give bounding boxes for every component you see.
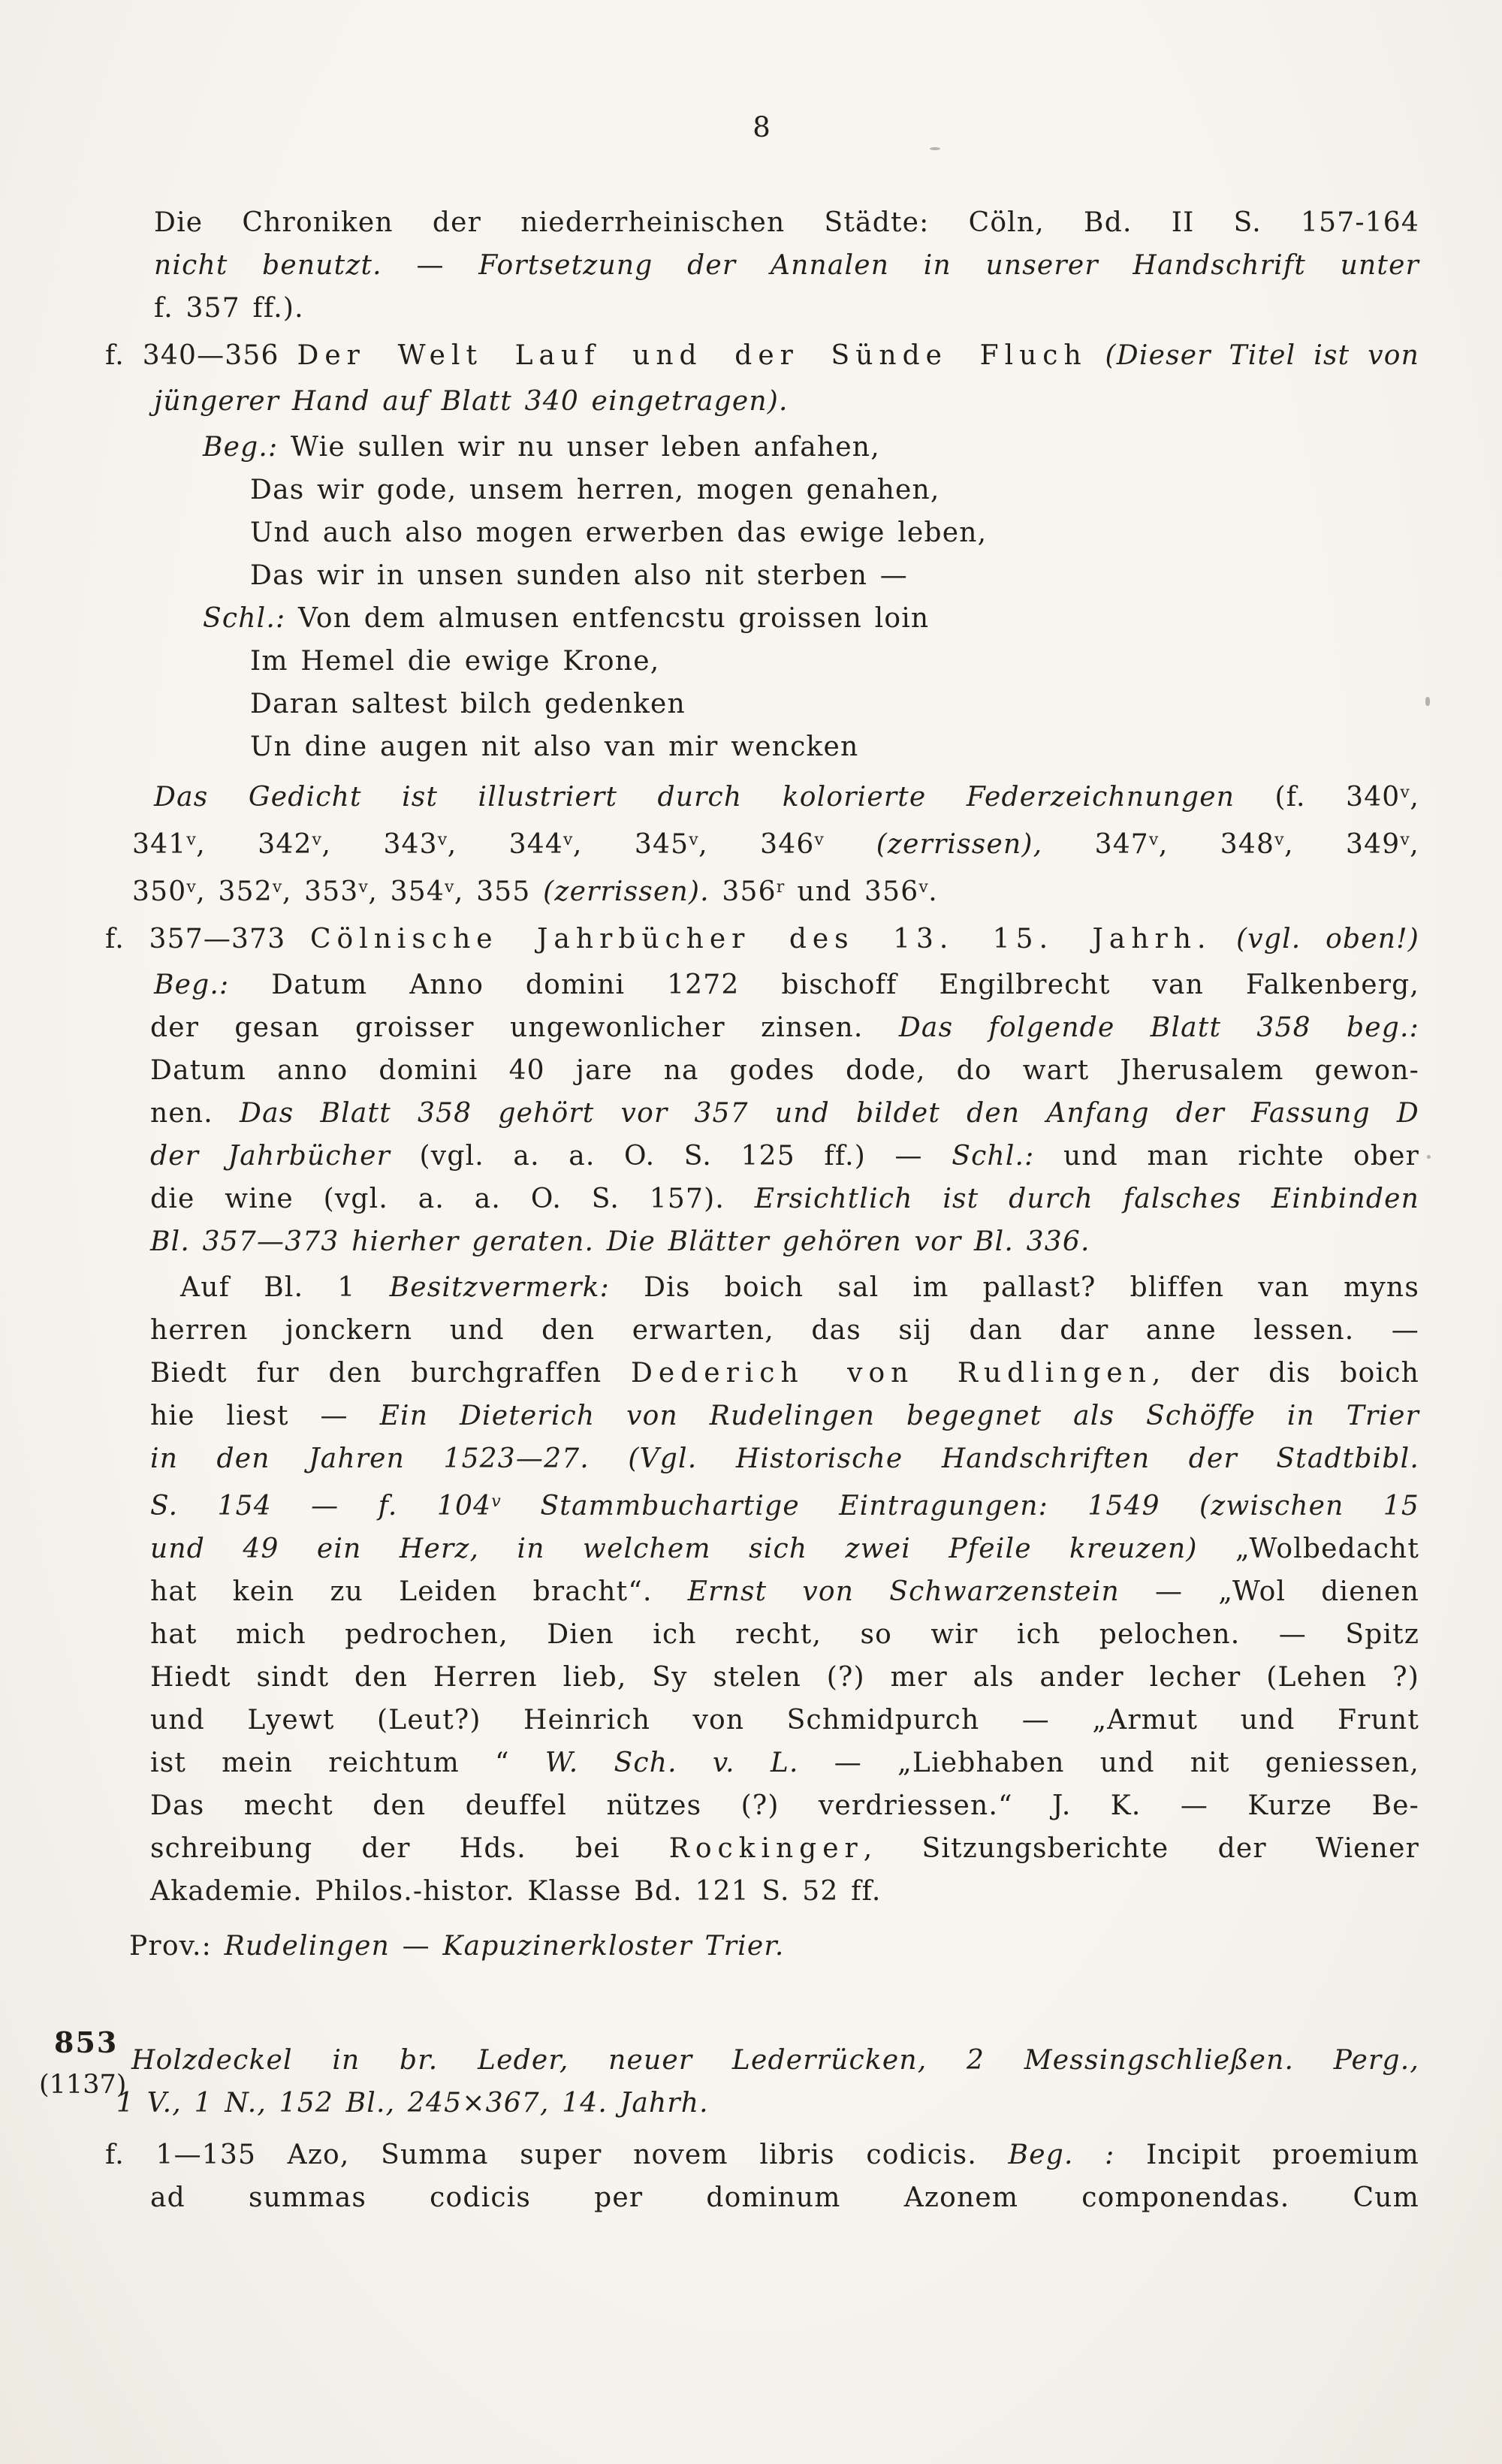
text-segment: Wie sullen wir nu unser leben anfahen, (278, 432, 880, 463)
text-segment: Prov.: (129, 1931, 225, 1962)
text-segment: nen. (150, 1098, 240, 1129)
text-segment: hat kein zu Leiden bracht“. (150, 1576, 688, 1607)
text-line (250, 469, 1419, 511)
text-line (154, 964, 1419, 1006)
text-segment: Von dem almusen entfencstu groissen loin (285, 603, 930, 634)
text-segment: Ernst von Schwarzenstein (687, 1576, 1120, 1607)
superscript-folio-letter: v (437, 831, 448, 849)
text-segment: Im Hemel die ewige Krone, (250, 646, 660, 677)
text-segment: schreibung der Hds. bei (150, 1833, 669, 1864)
superscript-folio-letter: v (1148, 831, 1159, 849)
text-line (180, 1266, 1419, 1309)
text-segment: Rockinger (668, 1833, 864, 1864)
text-segment: Schl.: (952, 1141, 1035, 1172)
text-segment: , 343 (321, 829, 438, 860)
text-line (131, 2039, 1419, 2082)
text-segment: (Dieser Titel ist von (1105, 340, 1419, 371)
text-segment: f. 357—373 (105, 924, 310, 955)
text-segment: und Lyewt (Leut?) Heinrich von Schmidpurch — „Armut und Frunt (150, 1705, 1419, 1736)
text-line (150, 1656, 1419, 1699)
text-segment: W. Sch. v. L. (544, 1748, 799, 1778)
text-line (116, 2082, 1419, 2125)
text-line (132, 866, 1419, 913)
text-segment: 350 (132, 876, 187, 907)
superscript-folio-letter: v (562, 831, 573, 849)
text-line (150, 2176, 1419, 2219)
text-segment: und 49 ein Herz, in welchem sich zwei Pfeile kreuzen) (150, 1534, 1198, 1564)
text-segment: (vgl. a. a. O. S. 125 ff.) — (391, 1141, 952, 1172)
text-line (132, 819, 1419, 866)
text-segment: Schl.: (203, 603, 286, 634)
text-segment: Rudelingen (224, 1931, 390, 1962)
superscript-folio-letter: v (186, 878, 197, 897)
text-segment: — (389, 1931, 443, 1962)
text-segment: — (382, 250, 479, 281)
text-line (150, 1613, 1419, 1656)
text-segment: Das mecht den deuffel nützes (?) verdriessen.“ J. K. — Kurze Be- (150, 1790, 1419, 1821)
text-segment: nicht benutzt. (154, 250, 382, 281)
text-line (150, 1784, 1419, 1827)
text-segment: Und auch also mogen erwerben das ewige leben, (250, 517, 988, 548)
text-segment: Cölnische Jahrbücher des 13. 15. Jahrh. (310, 924, 1212, 955)
text-segment: „Wolbedacht (1197, 1534, 1419, 1564)
text-segment: Beg.: (203, 432, 279, 463)
text-segment: , 354 (368, 876, 445, 907)
text-segment: Der Welt Lauf und der Sünde Fluch (297, 340, 1087, 371)
text-segment: 356 (709, 876, 777, 907)
superscript-folio-letter: v (272, 878, 282, 897)
text-line (105, 2134, 1419, 2176)
text-segment: 347 (1042, 829, 1149, 860)
text-segment (1087, 340, 1105, 371)
superscript-folio-letter: v (444, 878, 454, 897)
text-segment: (vgl. oben!) (1236, 924, 1420, 955)
text-line (150, 1437, 1419, 1480)
text-segment: Das Gedicht ist illustriert durch kolorierte Federzeichnungen (154, 782, 1235, 813)
text-segment: der gesan groisser ungewonlicher zinsen. (150, 1012, 899, 1043)
text-line (150, 1827, 1419, 1870)
text-segment: 1 V., 1 N., 152 Bl., 245×367, 14. Jahrh. (116, 2088, 709, 2119)
superscript-folio-letter: v (1274, 831, 1285, 849)
catalog-text-block (105, 201, 1419, 2219)
text-segment: Ein Dieterich von Rudelingen begegnet als Schöffe in Trier (379, 1401, 1419, 1431)
text-segment: Das wir gode, unsem herren, mogen genahen, (250, 475, 940, 505)
text-line (150, 1135, 1419, 1178)
text-segment: , 353 (282, 876, 359, 907)
text-line (150, 1570, 1419, 1613)
text-line (154, 771, 1419, 819)
superscript-folio-letter: v (814, 831, 825, 849)
text-line (154, 380, 1419, 423)
text-segment: der Jahrbücher (150, 1141, 391, 1172)
superscript-folio-letter: v (358, 878, 369, 897)
text-line (129, 1925, 1419, 1968)
scan-artifact (1425, 697, 1430, 706)
text-line (250, 554, 1419, 597)
scan-artifact (930, 147, 940, 150)
text-segment: Holzdeckel in br. Leder, neuer Lederrücken, 2 Messingschließen. Perg., (131, 2045, 1419, 2076)
text-segment: , 346 (698, 829, 815, 860)
text-line (203, 426, 1419, 469)
catalog-entry-number: 853 (54, 2025, 119, 2059)
text-segment: herren jonckern und den erwarten, das sij dan dar anne lessen. — (150, 1315, 1419, 1346)
text-line (150, 1699, 1419, 1742)
text-line (150, 1220, 1419, 1263)
text-segment: ist mein reichtum “ (150, 1748, 545, 1778)
text-segment: f. 1—135 Azo, Summa super novem libris codicis. (105, 2140, 1009, 2170)
text-segment: , 355 (454, 876, 544, 907)
text-segment: Dederich von Rudlingen (631, 1358, 1152, 1389)
text-segment: die wine (vgl. a. a. O. S. 157). (150, 1184, 755, 1214)
text-segment: , (1410, 829, 1419, 860)
text-segment: 341 (132, 829, 187, 860)
text-line (150, 1480, 1419, 1528)
text-line (250, 683, 1419, 725)
text-segment: Bl. 357—373 hierher geraten. Die Blätter gehören vor Bl. 336. (150, 1226, 1090, 1257)
text-segment: hie liest — (150, 1401, 380, 1431)
superscript-folio-letter: v (689, 831, 699, 849)
text-segment: Das folgende Blatt 358 beg.: (898, 1012, 1419, 1043)
text-segment: , 352 (196, 876, 273, 907)
text-segment: Dis boich sal im pallast? bliffen van myns (610, 1272, 1419, 1303)
text-segment: hat mich pedrochen, Dien ich recht, so wir ich pelochen. — Spitz (150, 1619, 1419, 1650)
superscript-folio-letter: r (776, 878, 785, 897)
superscript-folio-letter: v (1400, 783, 1410, 802)
text-segment: , 348 (1158, 829, 1275, 860)
scan-artifact (1427, 1155, 1431, 1159)
text-segment: — „Liebhaben und nit geniessen, (798, 1748, 1420, 1778)
text-segment: — „Wol dienen (1119, 1576, 1419, 1607)
text-line (154, 201, 1419, 244)
text-segment: Auf Bl. 1 (180, 1272, 390, 1303)
text-line (154, 287, 1419, 330)
superscript-folio-letter: v (312, 831, 322, 849)
text-line (150, 1049, 1419, 1092)
text-segment: . (928, 876, 938, 907)
text-segment: Un dine augen nit also van mir wencken (250, 731, 859, 762)
text-segment: Hiedt sindt den Herren lieb, Sy stelen (?) mer als ander lecher (Lehen ?) (150, 1662, 1419, 1693)
superscript-folio-letter: v (491, 1492, 502, 1511)
text-segment (1211, 924, 1236, 955)
text-line (250, 511, 1419, 554)
text-segment: (f. 340 (1235, 782, 1401, 813)
text-line (150, 1006, 1419, 1049)
text-line (150, 1395, 1419, 1437)
text-line (250, 725, 1419, 768)
text-segment: , der dis boich (1151, 1358, 1419, 1389)
text-segment: Biedt fur den burchgraffen (150, 1358, 632, 1389)
text-segment: , 349 (1284, 829, 1401, 860)
text-line (150, 1870, 1419, 1913)
text-segment: f. 340—356 (105, 340, 297, 371)
text-segment: Ersichtlich ist durch falsches Einbinden (754, 1184, 1419, 1214)
text-segment: und 356 (784, 876, 919, 907)
text-segment: Die Chroniken der niederrheinischen Städte: Cöln, Bd. II S. 157-164 (154, 207, 1419, 238)
text-segment: Stammbuchartige Eintragungen: 1549 (zwischen 15 (501, 1491, 1419, 1522)
text-segment: , Sitzungsberichte der Wiener (863, 1833, 1419, 1864)
text-segment: Beg.: (154, 970, 230, 1000)
text-segment: ad summas codicis per dominum Azonem componendas. Cum (150, 2182, 1419, 2213)
text-line (154, 244, 1419, 287)
text-segment: , (1410, 782, 1419, 813)
text-line (203, 597, 1419, 640)
text-segment: Das Blatt 358 gehört vor 357 und bildet den Anfang der Fassung D (240, 1098, 1419, 1129)
text-segment: Fortsetzung der Annalen in unserer Handschrift unter (478, 250, 1419, 281)
text-segment: in den Jahren 1523—27. (Vgl. Historische Handschriften der Stadtbibl. (150, 1443, 1419, 1474)
text-segment: Datum anno domini 40 jare na godes dode, do wart Jherusalem gewon- (150, 1055, 1419, 1086)
superscript-folio-letter: v (186, 831, 197, 849)
text-line (150, 1742, 1419, 1784)
text-segment: , 344 (447, 829, 563, 860)
text-line (150, 1092, 1419, 1135)
text-segment: , 342 (196, 829, 312, 860)
text-segment: Kapuzinerkloster Trier. (442, 1931, 785, 1962)
superscript-folio-letter: v (918, 878, 929, 897)
text-line (150, 1309, 1419, 1352)
text-segment: Incipit proemium (1114, 2140, 1419, 2170)
text-segment: (zerrissen), (876, 829, 1043, 860)
text-line (150, 1352, 1419, 1395)
page-number: 8 (753, 111, 772, 143)
text-segment: Akademie. Philos.-histor. Klasse Bd. 121 S. 52 ff. (150, 1876, 882, 1907)
text-line (250, 640, 1419, 683)
text-line (150, 1178, 1419, 1220)
catalog-entry-parallel-number: (1137) (39, 2070, 127, 2100)
text-segment (824, 829, 876, 860)
text-line (105, 334, 1419, 377)
text-segment: S. 154 — f. 104 (150, 1491, 492, 1522)
text-line (105, 918, 1419, 961)
text-segment: f. 357 ff.). (154, 293, 304, 324)
text-line (150, 1528, 1419, 1570)
text-segment: , 345 (572, 829, 689, 860)
text-segment: Datum Anno domini 1272 bischoff Engilbrecht van Falkenberg, (229, 970, 1419, 1000)
text-segment: und man richte ober (1034, 1141, 1419, 1172)
text-segment: Besitzvermerk: (389, 1272, 610, 1303)
text-segment: Beg. : (1008, 2140, 1115, 2170)
superscript-folio-letter: v (1400, 831, 1410, 849)
text-segment: jüngerer Hand auf Blatt 340 eingetragen). (154, 386, 789, 417)
text-segment: Das wir in unsen sunden also nit sterben — (250, 560, 908, 591)
text-segment: (zerrissen). (543, 876, 710, 907)
text-segment: Daran saltest bilch gedenken (250, 689, 686, 719)
